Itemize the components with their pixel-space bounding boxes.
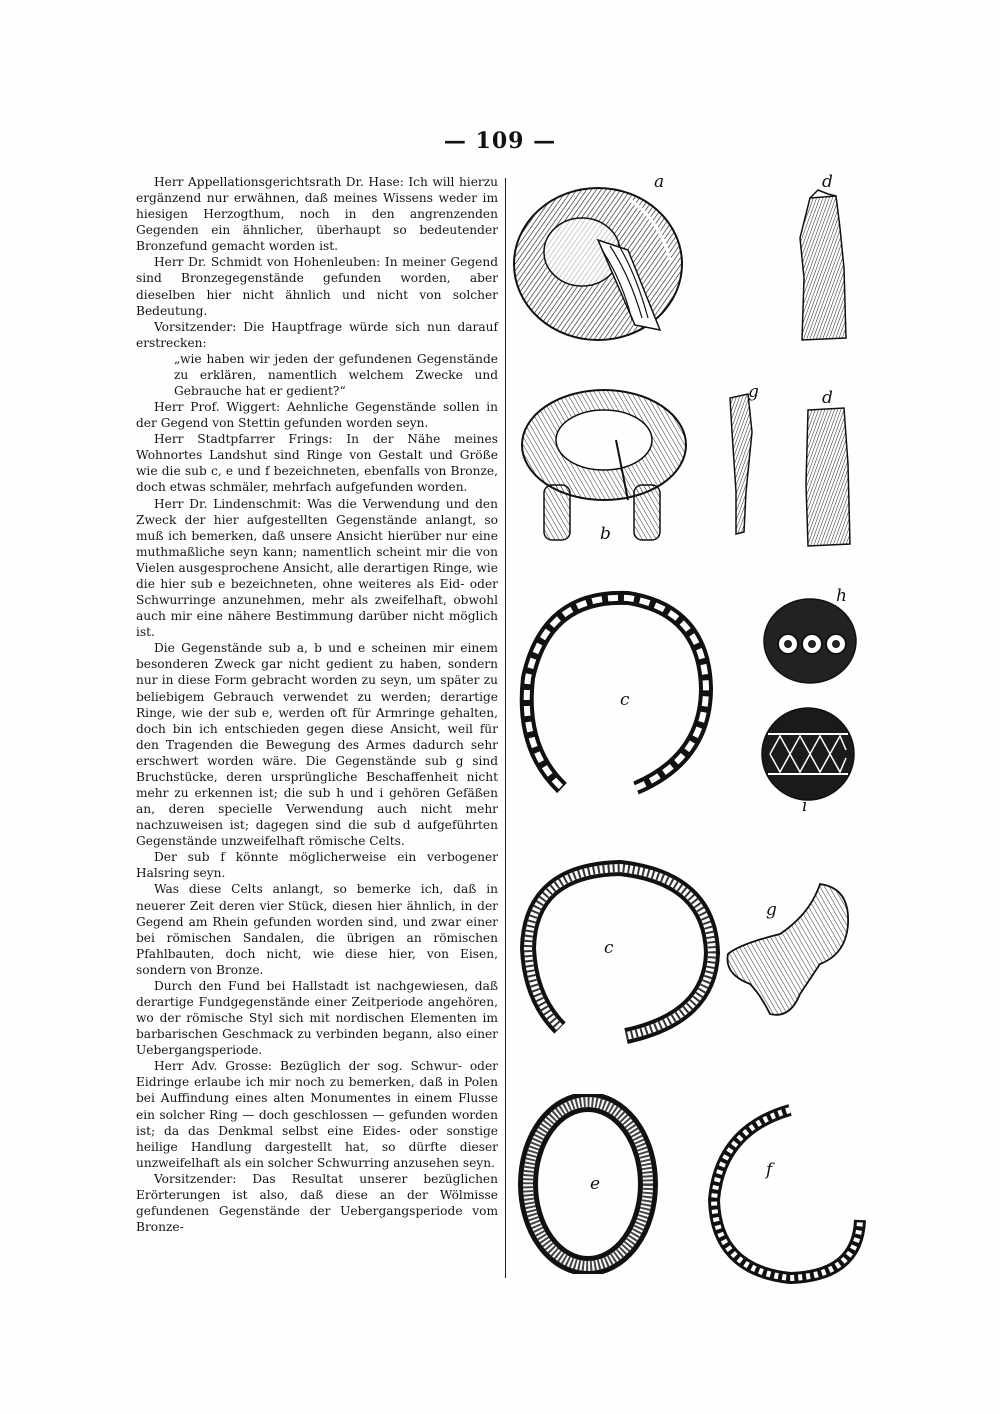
column-divider <box>505 178 506 1278</box>
figure-label-f: f <box>766 1160 773 1180</box>
text-column <box>136 174 498 1235</box>
paragraph: Durch den Fund bei Hallstadt ist nachgewiesen, daß derartige Fundgegenstände einer Zeitperiode angehören, wo der römische Styl sich mit nordischen Elementen im barbarischen Geschmack zu verbinden begann, also einer Uebergangsperiode. <box>136 978 498 1058</box>
paragraph: Herr Dr. Lindenschmit: Was die Verwendung und den Zweck der hier aufgestellten Gegenstände anlangt, so muß ich bemerken, daß unsere Ansicht hierüber nur eine muthmaßliche seyn kann; namentlich scheint mir die von Vielen ausgesprochene Ansicht, alle derartigen Ringe, wie die hier sub e bezeichneten, ohne weiteres als Eid- oder Schwurringe anzunehmen, mehr als zweifelhaft, obwohl auch mir eine nähere Bestimmung darüber nicht möglich ist. <box>136 496 498 640</box>
figure-label-g-top: g <box>748 382 759 402</box>
figure-label-h: h <box>836 586 847 606</box>
figure-label-c-top: c <box>620 690 630 710</box>
figure-label-a: a <box>654 172 665 192</box>
figure-d-celt-top <box>788 188 858 348</box>
figure-e-closed-ring <box>518 1094 658 1274</box>
paragraph: Herr Prof. Wiggert: Aehnliche Gegenstände sollen in der Gegend von Stettin gefunden worden seyn. <box>136 400 498 431</box>
paragraph: Herr Appellationsgerichtsrath Dr. Hase: Ich will hierzu ergänzend nur erwähnen, daß meines Wissens weder im hiesigen Herzogthum, noch in den angrenzenden Gegenden ein ähnlicher, überhaupt so bedeutender Bronzefund gemacht worden ist. <box>136 175 498 254</box>
page-number: — 109 — <box>443 128 557 154</box>
figure-c-twisted-ring <box>516 588 716 813</box>
figure-g-fragment-top <box>722 392 762 542</box>
figure-label-b: b <box>600 524 611 544</box>
figure-label-i: i <box>802 796 808 816</box>
figure-label-d-top: d <box>822 172 833 192</box>
paragraph: Herr Dr. Schmidt von Hohenleuben: In meiner Gegend sind Bronzegegenstände gefunden worden, aber dieselben hier nicht ähnlich und nicht von solcher Bedeutung. <box>136 255 498 318</box>
figure-f-open-ring <box>700 1100 870 1290</box>
figure-label-d-bottom: d <box>822 388 833 408</box>
paragraph: Der sub f könnte möglicherweise ein verbogener Halsring seyn. <box>136 850 498 881</box>
figure-c-open-ring <box>520 858 720 1048</box>
figure-label-c-bottom: c <box>604 938 614 958</box>
paragraph: Vorsitzender: Das Resultat unserer bezüglichen Erörterungen ist also, daß diese an der Wölmisse gefundenen Gegenstände der Uebergangsperiode vom Bronze- <box>136 1171 498 1235</box>
figure-g-fragment-bottom <box>720 874 870 1024</box>
figure-h-vessel-fragment <box>760 596 860 686</box>
paragraph: Vorsitzender: Die Hauptfrage würde sich nun darauf erstrecken: <box>136 319 498 350</box>
figure-d-celt-bottom <box>798 404 858 554</box>
figure-label-g-bottom: g <box>766 900 777 920</box>
paragraph: Herr Adv. Grosse: Bezüglich der sog. Schwur- oder Eidringe erlaube ich mir noch zu bemerken, daß in Polen bei Auffindung eines alten Monumentes in einem Flusse ein solcher Ring — doch geschlossen — gefunden worden ist; da das Denkmal selbst eine Eides- oder sonstige heilige Handlung dargestellt hat, so dürfte dieser unzweifelhaft als ein solcher Schwurring anzusehen seyn. <box>136 1059 498 1170</box>
paragraph: Herr Stadtpfarrer Frings: In der Nähe meines Wohnortes Landshut sind Ringe von Gestalt und Größe wie die sub c, e und f bezeichneten, ebenfalls von Bronze, doch etwas schmäler, mehrfach aufgefunden worden. <box>136 432 498 495</box>
paragraph: Die Gegenstände sub a, b und e scheinen mir einem besonderen Zweck gar nicht gedient zu haben, sondern nur in diese Form gebracht worden zu seyn, um später zu beliebigem Gebrauch verwendet zu werden; derartige Ringe, wie der sub e, werden oft für Armringe gehalten, doch bin ich entschieden gegen diese Ansicht, weil für den Tragenden die Bewegung des Armes dadurch sehr erschwert worden wäre. Die Gegenstände sub g sind Bruchstücke, deren ursprüngliche Beschaffenheit nicht mehr zu erkennen ist; die sub h und i gehören Gefäßen an, deren specielle Verwendung auch nicht mehr nachzuweisen ist; dagegen sind die sub d aufgeführten Gegenstände unzweifelhaft römische Celts. <box>136 641 498 849</box>
quotation: „wie haben wir jeden der gefundenen Gegenstände zu erklären, namentlich welchem Zwecke und Gebrauche hat er gedient?“ <box>174 351 498 399</box>
figure-label-e: e <box>590 1174 601 1194</box>
figure-a-heavy-ring <box>510 180 690 345</box>
paragraph: Was diese Celts anlangt, so bemerke ich, daß in neuerer Zeit deren vier Stück, diesen hier ähnlich, in der Gegend am Rhein gefunden worden sind, und zwar einer bei römischen Sandalen, die übrigen an römischen Pfahlbauten, doch nicht, wie diese hier, von Eisen, sondern von Bronze. <box>136 882 498 977</box>
figure-i-decorated-vessel <box>758 704 858 804</box>
